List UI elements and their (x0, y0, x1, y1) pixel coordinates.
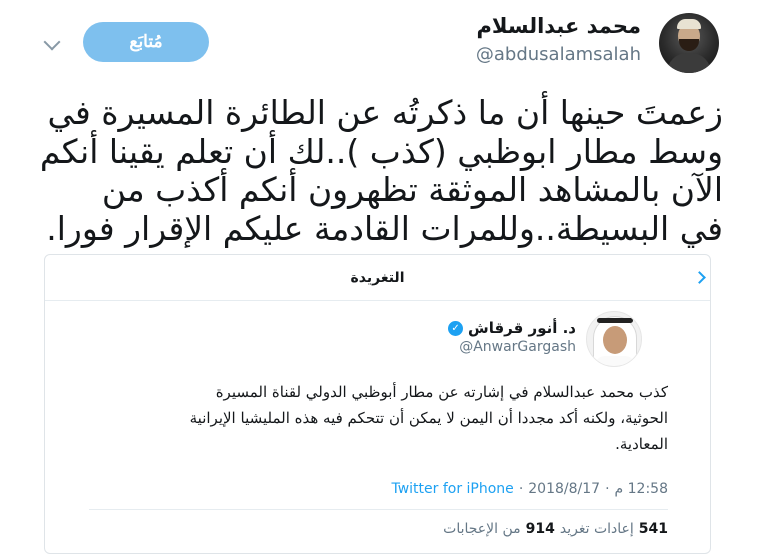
avatar-beard-shape (679, 39, 699, 51)
quoted-user-avatar[interactable] (586, 311, 642, 367)
quoted-display-name[interactable]: د. أنور قرقاش (468, 319, 576, 337)
avatar-body-shape (667, 53, 711, 73)
likes-label[interactable]: من الإعجابات (443, 521, 521, 537)
verified-badge-icon: ✓ (448, 321, 463, 336)
avatar-face-shape (603, 326, 627, 354)
meta-separator: · (518, 481, 524, 497)
user-avatar[interactable] (659, 13, 719, 73)
retweets-label[interactable]: إعادات تغريد (559, 521, 634, 537)
quoted-text-line: الحوثية، ولكنه أكد مجددا أن اليمن لا يمكن أن تتحكم فيه هذه المليشيا الإيرانية (189, 409, 668, 427)
likes-count[interactable]: 914 (525, 521, 555, 537)
tweet-header (0, 0, 759, 90)
tweet-time[interactable]: 12:58 م (614, 481, 668, 497)
following-button[interactable]: مُتابَع (83, 22, 209, 62)
tweet-text-line: الآن بالمشاهد الموثقة تظهرون أنكم أكذب من (101, 170, 723, 209)
quoted-tweet-stats (443, 521, 668, 537)
chevron-down-icon[interactable] (44, 34, 61, 51)
avatar-agal-shape (597, 318, 633, 323)
tweet-source-link[interactable]: Twitter for iPhone (391, 481, 514, 497)
user-handle[interactable]: @abdusalamsalah (475, 44, 641, 65)
quoted-text-line: المعادية. (615, 435, 668, 453)
tweet-text-line: وسط مطار ابوظبي (كذب )..لك أن تعلم يقينا أنكم (39, 131, 723, 171)
tweet-text-line: زعمتَ حينها أن ما ذكرتُه عن الطائرة المسيرة في (47, 93, 723, 132)
quoted-tweet-text (98, 379, 668, 457)
avatar-dishdasha-shape (595, 356, 635, 367)
quoted-tweet-meta (391, 481, 668, 497)
tweet-text-line: في البسيطة..وللمرات القادمة عليكم الإقرار فورا. (46, 208, 723, 248)
stats-divider (89, 509, 668, 510)
tweet-text (18, 94, 723, 248)
user-display-name[interactable]: محمد عبدالسلام (476, 14, 641, 38)
quoted-user-handle[interactable]: @AnwarGargash (459, 339, 576, 355)
meta-separator: · (605, 481, 610, 497)
tweet-date[interactable]: 2018/8/17 (528, 481, 601, 497)
retweets-count[interactable]: 541 (638, 521, 668, 537)
quoted-card-title: التغريدة (45, 255, 710, 301)
quoted-tweet-card[interactable] (44, 254, 711, 554)
avatar-cap-shape (677, 19, 701, 29)
quoted-text-line: كذب محمد عبدالسلام في إشارته عن مطار أبوظبي الدولي لقناة المسيرة (215, 383, 668, 401)
quoted-name-row (448, 319, 576, 337)
